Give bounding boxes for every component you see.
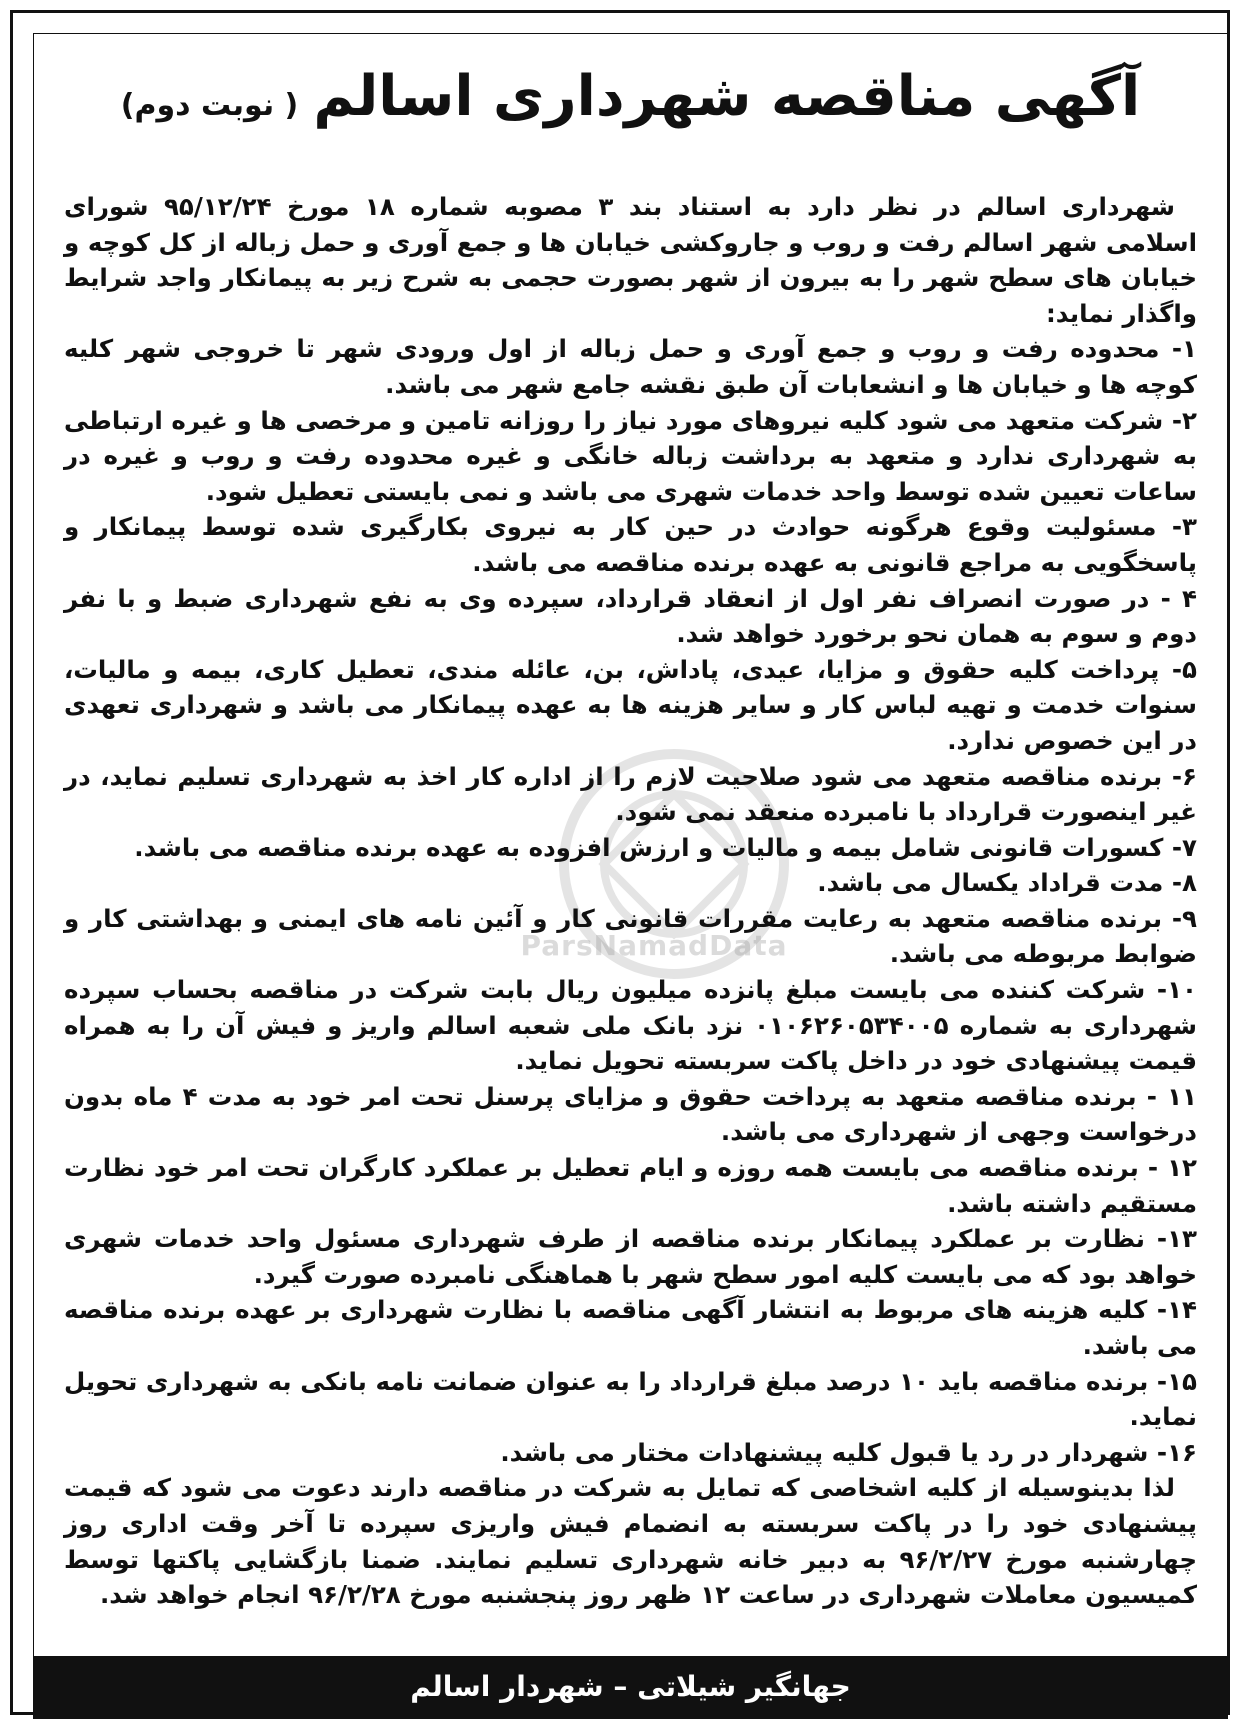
notice-item: ۱۲ - برنده مناقصه می بایست همه روزه و ایام تعطیل بر عملکرد کارگران تحت امر خود نظارت مستقیم داشته باشد. xyxy=(64,1153,1197,1218)
notice-intro: شهرداری اسالم در نظر دارد به استناد بند ۳ مصوبه شماره ۱۸ مورخ ۹۵/۱۲/۲۴ شورای اسلامی شهر اسالم رفت و روب و جاروکشی خیابان ها و جمع آوری و حمل زباله از کل کوچه و خیابان های سطح شهر را به بیرون از شهر بصورت حجمی به شرح زیر به پیمانکار واجد شرایط واگذار نماید: xyxy=(64,192,1197,328)
signature-text: جهانگیر شیلاتی – شهردار اسالم xyxy=(410,1670,851,1703)
notice-item: ۱۵- برنده مناقصه باید ۱۰ درصد مبلغ قرارداد را به عنوان ضمانت نامه بانکی به شهرداری تحویل نماید. xyxy=(64,1366,1198,1432)
notice-item: ۵- پرداخت کلیه حقوق و مزایا، عیدی، پاداش، بن، عائله مندی، تعطیل کاری، بیمه و مالیات، سنوات خدمت و تهیه لباس کار و سایر هزینه ها به عهده پیمانکار می باشد و شهرداری تعهدی در این خصوص ندارد. xyxy=(64,654,1197,755)
notice-item: ۱۳- نظارت بر عملکرد پیمانکار برنده مناقصه از طرف شهرداری مسئول واحد خدمات شهری خواهد بود که می بایست کلیه امور سطح شهر با هماهنگی نامبرده صورت گیرد. xyxy=(64,1224,1197,1289)
notice-item: ۸- مدت قراداد یکسال می باشد. xyxy=(817,868,1197,898)
notice-item: ۷- کسورات قانونی شامل بیمه و مالیات و ارزش افزوده به عهده برنده مناقصه می باشد. xyxy=(134,832,1197,862)
notice-closing: لذا بدینوسیله از کلیه اشخاصی که تمایل به شرکت در مناقصه دارند دعوت می شود که قیمت پیشنهادی خود را در پاکت سربسته به انضمام فیش واریزی سپرده تا آخر وقت اداری روز چهارشنبه مورخ ۹۶/۲/۲۷ به دبیر خانه شهرداری تسلیم نمایند. ضمنا بازگشایی پاکتها توسط کمیسیون معاملات شهرداری در ساعت ۱۲ ظهر روز پنجشنبه مورخ ۹۶/۲/۲۸ انجام خواهد شد. xyxy=(64,1473,1197,1610)
notice-item: ۳- مسئولیت وقوع هرگونه حوادث در حین کار به نیروی بکارگیری شده توسط پیمانکار و پاسخگویی به مراجع قانونی به عهده برنده مناقصه می باشد. xyxy=(64,512,1197,577)
notice-item: ۲- شرکت متعهد می شود کلیه نیروهای مورد نیاز را روزانه تامین و مرخصی ها و غیره ارتباطی به شهرداری ندارد و متعهد به برداشت زباله خانگی و غیره محدوده رفت و روب و غیره در ساعات تعیین شده توسط واحد خدمات شهری می باشد و نمی بایستی تعطیل شود. xyxy=(64,405,1197,506)
notice-inner-border xyxy=(33,33,1228,1719)
notice-item: ۶- برنده مناقصه متعهد می شود صلاحیت لازم را از اداره کار اخذ به شهرداری تسلیم نماید، در غیر اینصورت قرارداد با نامبرده منعقد نمی شود. xyxy=(64,761,1197,827)
notice-item: ۱۶- شهردار در رد یا قبول کلیه پیشنهادات مختار می باشد. xyxy=(500,1437,1197,1467)
notice-title: آگهی مناقصه شهرداری اسالم xyxy=(313,64,1141,129)
notice-item: ۱۴- کلیه هزینه های مربوط به انتشار آگهی مناقصه با نظارت شهرداری بر عهده برنده مناقصه می باشد. xyxy=(64,1295,1197,1360)
notice-item: ۱۰- شرکت کننده می بایست مبلغ پانزده میلیون ریال بابت شرکت در مناقصه بحساب سپرده شهرداری به شماره ۰۱۰۶۲۶۰۵۳۴۰۰۵ نزد بانک ملی شعبه اسالم واریز و فیش آن را به همراه قیمت پیشنهادی خود در داخل پاکت سربسته تحویل نماید. xyxy=(64,975,1197,1076)
watermark-brand: ParsNamadData xyxy=(520,929,788,962)
notice-body xyxy=(64,189,1197,1613)
notice-item: ۴ - در صورت انصراف نفر اول از انعقاد قرارداد، سپرده وی به نفع شهرداری ضبط و با نفر دوم و سوم به همان نحو برخورد خواهد شد. xyxy=(64,583,1197,649)
signature-bar xyxy=(34,1656,1227,1718)
notice-subtitle: ( نوبت دوم) xyxy=(120,88,299,123)
notice-item: ۱- محدوده رفت و روب و جمع آوری و حمل زباله از اول ورودی شهر تا خروجی شهر کلیه کوچه ها و خیابان ها و انشعابات آن طبق نقشه جامع شهر می باشد. xyxy=(64,334,1197,399)
notice-header xyxy=(34,64,1227,129)
notice-item: ۱۱ - برنده مناقصه متعهد به پرداخت حقوق و مزایای پرسنل تحت امر خود به مدت ۴ ماه بدون درخواست وجهی از شهرداری می باشد. xyxy=(64,1081,1197,1147)
notice-frame xyxy=(10,10,1230,1715)
notice-item: ۹- برنده مناقصه متعهد به رعایت مقررات قانونی کار و آئین نامه های ایمنی و بهداشتی کار و ضوابط مربوطه می باشد. xyxy=(64,903,1197,969)
